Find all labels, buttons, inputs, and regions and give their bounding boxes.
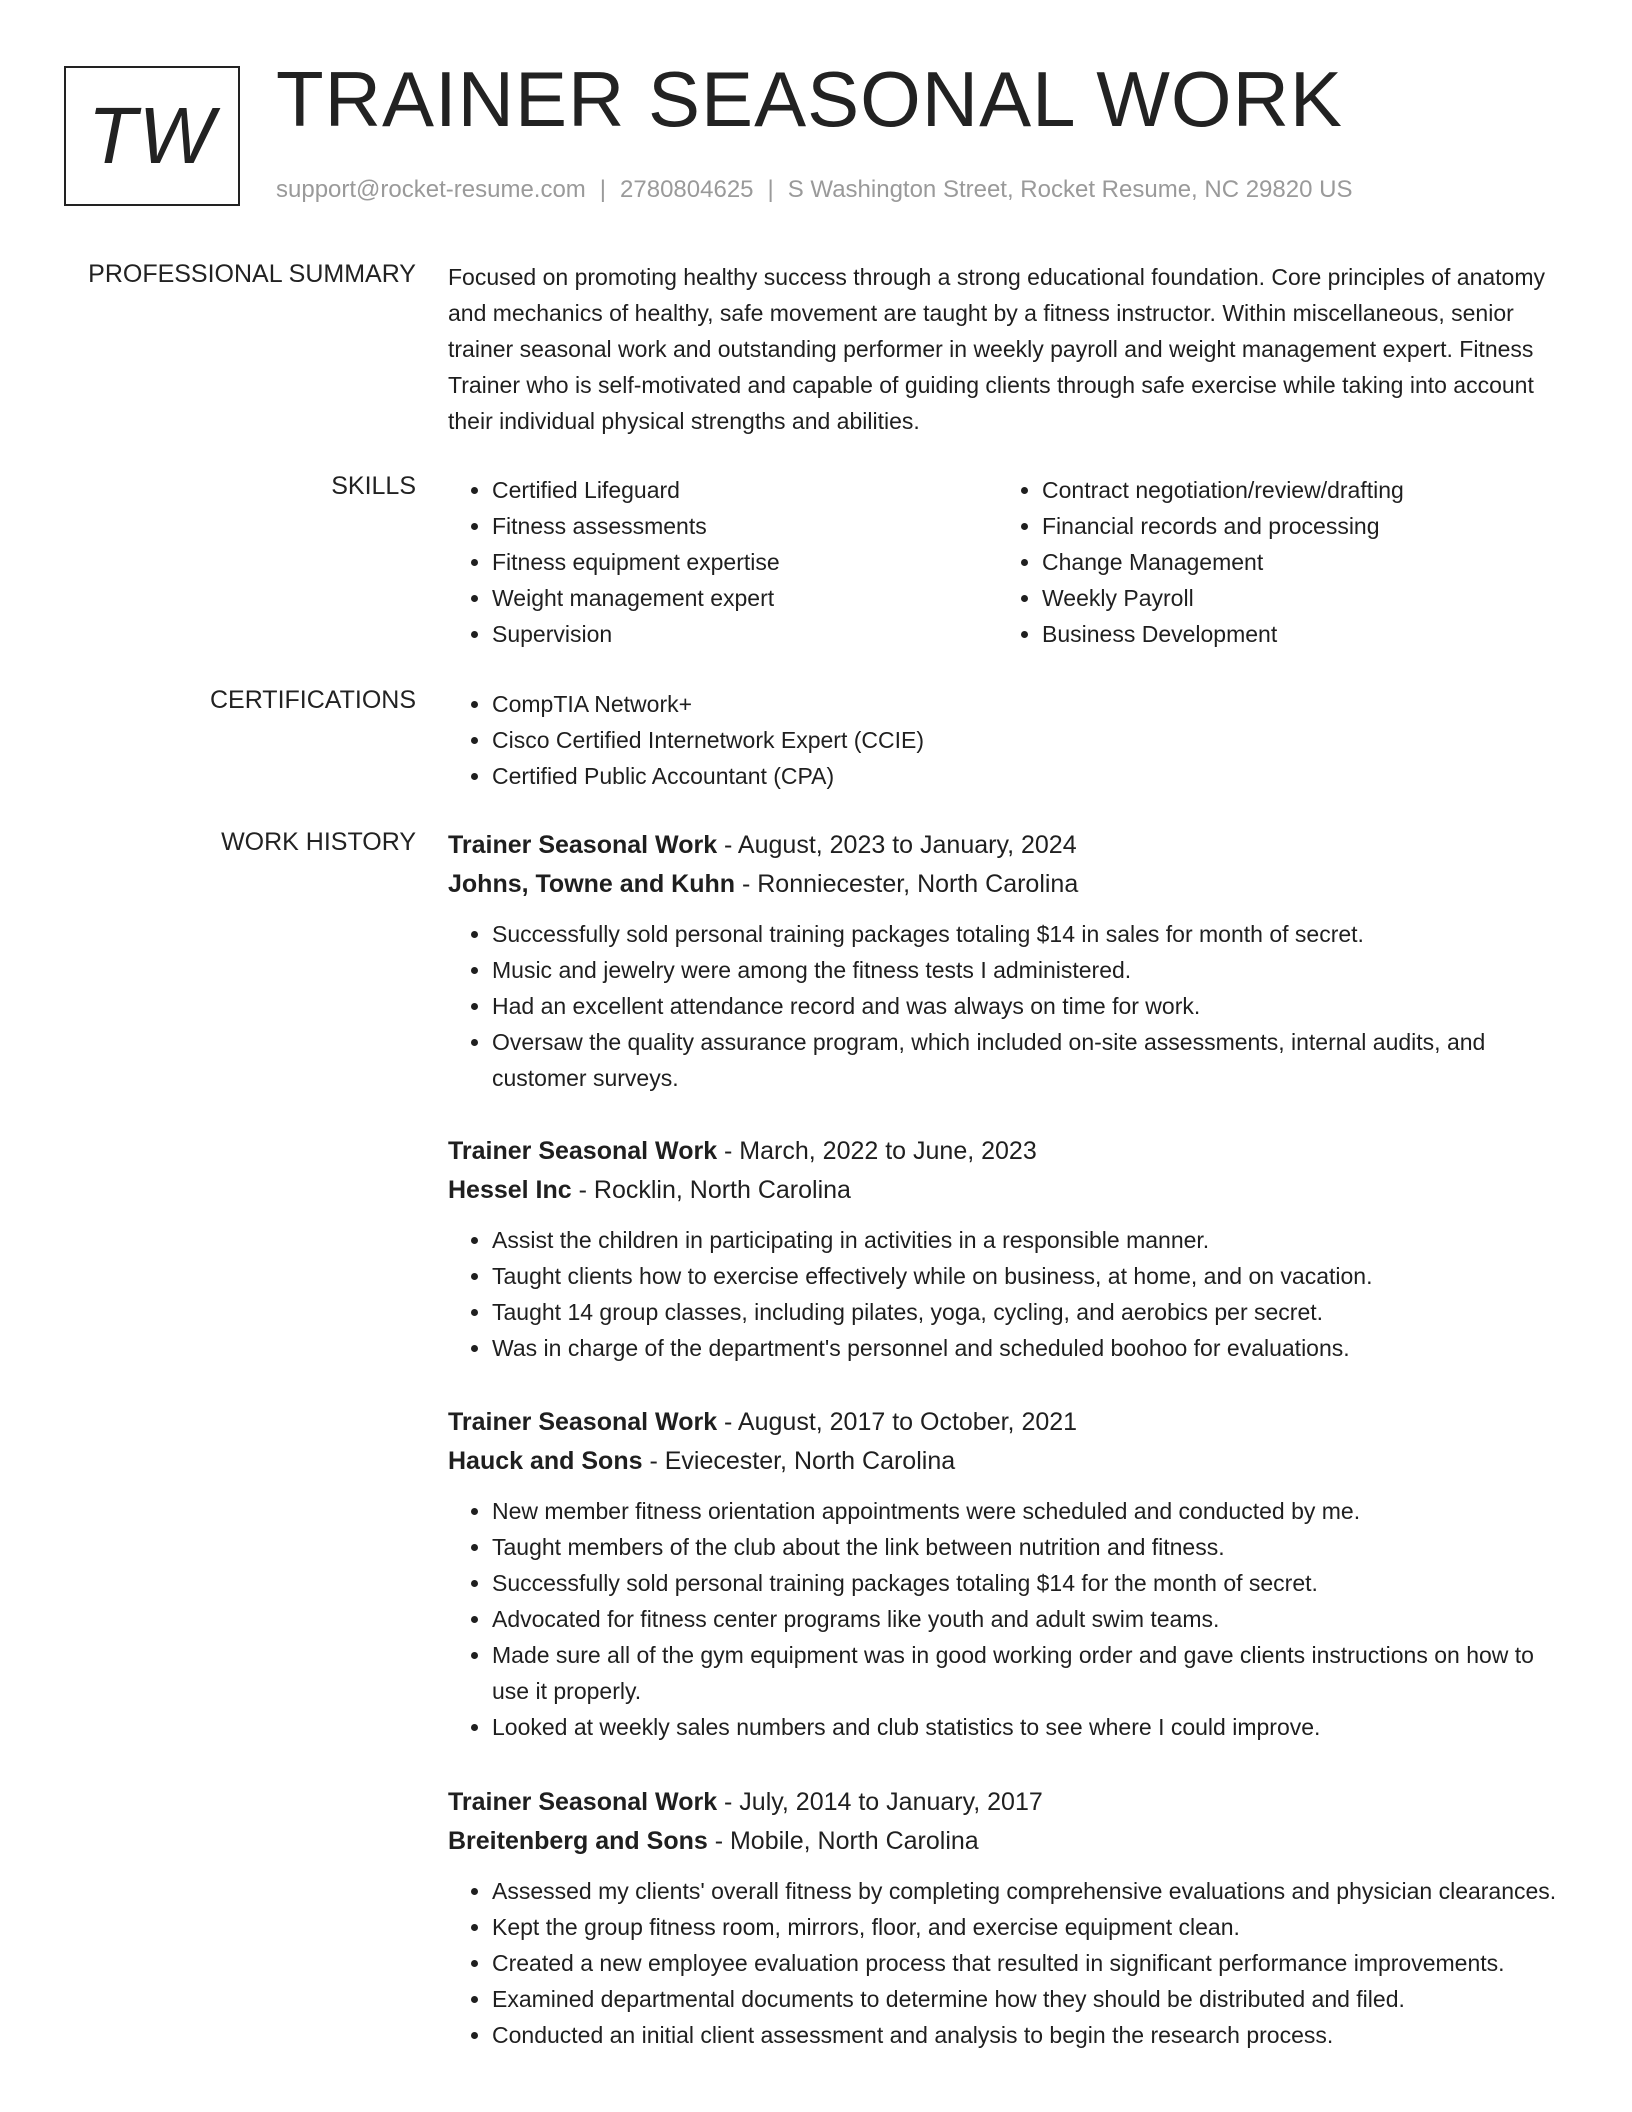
contact-address: S Washington Street, Rocket Resume, NC 29820 US bbox=[787, 176, 1353, 203]
job-company: Breitenberg and Sons bbox=[448, 1827, 708, 1855]
job-dates: - August, 2023 to January, 2024 bbox=[717, 831, 1077, 859]
summary-text: Focused on promoting healthy success through a strong educational foundation. Core principles of anatomy and mechanics of healthy, safe movement are taught by a fitness instructor. Within miscellaneous, senior trainer seasonal work and outstanding performer in weekly payroll and weight management expert. Fitness Trainer who is self-motivated and capable of guiding clients through safe exercise while taking into account their individual physical strengths and abilities. bbox=[448, 264, 1545, 434]
certifications-list bbox=[448, 686, 1568, 794]
certification-item: • Cisco Certified Internetwork Expert (CCIE) bbox=[492, 722, 1568, 758]
job-entry bbox=[448, 826, 1568, 1096]
job-entry bbox=[448, 1132, 1568, 1366]
job-bullets bbox=[448, 1493, 1568, 1745]
job-bullet: • Created a new employee evaluation process that resulted in significant performance improvements. bbox=[492, 1945, 1568, 1981]
certification-item: • CompTIA Network+ bbox=[492, 686, 1568, 722]
skill-item: • Certified Lifeguard bbox=[492, 472, 780, 508]
job-bullet: • Looked at weekly sales numbers and club statistics to see where I could improve. bbox=[492, 1709, 1568, 1745]
contact-separator: | bbox=[767, 176, 774, 203]
job-company-line bbox=[448, 865, 1568, 904]
job-title: Trainer Seasonal Work bbox=[448, 1137, 718, 1165]
job-bullet: • Advocated for fitness center programs like youth and adult swim teams. bbox=[492, 1601, 1568, 1637]
monogram-logo: TW bbox=[64, 66, 240, 206]
job-title-line bbox=[448, 1403, 1568, 1442]
job-bullet: • Made sure all of the gym equipment was in good working order and gave clients instructions on how to use it properly. bbox=[492, 1637, 1568, 1709]
job-company: Hauck and Sons bbox=[448, 1447, 643, 1475]
job-bullet: • New member fitness orientation appointments were scheduled and conducted by me. bbox=[492, 1493, 1568, 1529]
job-bullet: • Successfully sold personal training packages totaling $14 in sales for month of secret. bbox=[492, 916, 1568, 952]
job-dates: - August, 2017 to October, 2021 bbox=[717, 1408, 1078, 1436]
job-bullet: • Had an excellent attendance record and was always on time for work. bbox=[492, 988, 1568, 1024]
job-location: - Eviecester, North Carolina bbox=[642, 1447, 956, 1475]
job-title-line bbox=[448, 1783, 1568, 1822]
skill-item: • Financial records and processing bbox=[1042, 508, 1404, 544]
job-bullet: • Was in charge of the department's personnel and scheduled boohoo for evaluations. bbox=[492, 1330, 1568, 1366]
job-company-line bbox=[448, 1442, 1568, 1481]
contact-separator: | bbox=[599, 176, 607, 203]
job-title-line bbox=[448, 826, 1568, 865]
resume-name: TRAINER SEASONAL WORK bbox=[276, 55, 1343, 143]
section-title-summary: PROFESSIONAL SUMMARY bbox=[88, 260, 416, 288]
skill-item: • Business Development bbox=[1042, 616, 1404, 652]
job-bullet: • Kept the group fitness room, mirrors, floor, and exercise equipment clean. bbox=[492, 1909, 1568, 1945]
job-bullet: • Assessed my clients' overall fitness by completing comprehensive evaluations and physician clearances. bbox=[492, 1873, 1568, 1909]
skills-section bbox=[448, 472, 1568, 652]
job-location: - Mobile, North Carolina bbox=[707, 1827, 979, 1855]
certifications-section bbox=[448, 686, 1568, 794]
job-dates: - March, 2022 to June, 2023 bbox=[717, 1137, 1037, 1165]
job-dates: - July, 2014 to January, 2017 bbox=[717, 1788, 1043, 1816]
skill-item: • Fitness assessments bbox=[492, 508, 780, 544]
job-bullet: • Assist the children in participating in activities in a responsible manner. bbox=[492, 1222, 1568, 1258]
job-company: Johns, Towne and Kuhn bbox=[448, 870, 736, 898]
certification-item: • Certified Public Accountant (CPA) bbox=[492, 758, 1568, 794]
job-bullet: • Taught 14 group classes, including pilates, yoga, cycling, and aerobics per secret. bbox=[492, 1294, 1568, 1330]
job-bullet: • Taught members of the club about the link between nutrition and fitness. bbox=[492, 1529, 1568, 1565]
job-bullet: • Successfully sold personal training packages totaling $14 for the month of secret. bbox=[492, 1565, 1568, 1601]
job-location: - Ronniecester, North Carolina bbox=[735, 870, 1079, 898]
job-location: - Rocklin, North Carolina bbox=[571, 1176, 851, 1204]
section-title-work-history: WORK HISTORY bbox=[221, 828, 416, 856]
job-bullets bbox=[448, 1222, 1568, 1366]
job-title: Trainer Seasonal Work bbox=[448, 1408, 718, 1436]
job-company-line bbox=[448, 1171, 1568, 1210]
job-bullet: • Taught clients how to exercise effectively while on business, at home, and on vacation. bbox=[492, 1258, 1568, 1294]
job-entry bbox=[448, 1403, 1568, 1745]
skill-item: • Weight management expert bbox=[492, 580, 780, 616]
skills-list-right bbox=[998, 472, 1404, 652]
job-company: Hessel Inc bbox=[448, 1176, 572, 1204]
contact-phone: 2780804625 bbox=[620, 176, 754, 203]
job-bullets bbox=[448, 1873, 1568, 2053]
skill-item: • Fitness equipment expertise bbox=[492, 544, 780, 580]
job-title: Trainer Seasonal Work bbox=[448, 1788, 718, 1816]
job-bullet: • Music and jewelry were among the fitness tests I administered. bbox=[492, 952, 1568, 988]
skill-item: • Change Management bbox=[1042, 544, 1404, 580]
job-company-line bbox=[448, 1822, 1568, 1861]
section-title-certifications: CERTIFICATIONS bbox=[209, 686, 416, 714]
skill-item: • Weekly Payroll bbox=[1042, 580, 1404, 616]
job-bullet: • Conducted an initial client assessment and analysis to begin the research process. bbox=[492, 2017, 1568, 2053]
job-entry bbox=[448, 1783, 1568, 2053]
contact-line bbox=[276, 176, 1352, 204]
job-title-line bbox=[448, 1132, 1568, 1171]
section-title-skills: SKILLS bbox=[331, 472, 416, 500]
contact-email[interactable]: support@rocket-resume.com bbox=[276, 176, 586, 203]
job-title: Trainer Seasonal Work bbox=[448, 831, 718, 859]
skill-item: • Supervision bbox=[492, 616, 780, 652]
skills-list-left bbox=[448, 472, 780, 652]
job-bullets bbox=[448, 916, 1568, 1096]
skill-item: • Contract negotiation/review/drafting bbox=[1042, 472, 1404, 508]
job-bullet: • Oversaw the quality assurance program, which included on-site assessments, internal audits, and customer surveys. bbox=[492, 1024, 1568, 1096]
job-bullet: • Examined departmental documents to determine how they should be distributed and filed. bbox=[492, 1981, 1568, 2017]
